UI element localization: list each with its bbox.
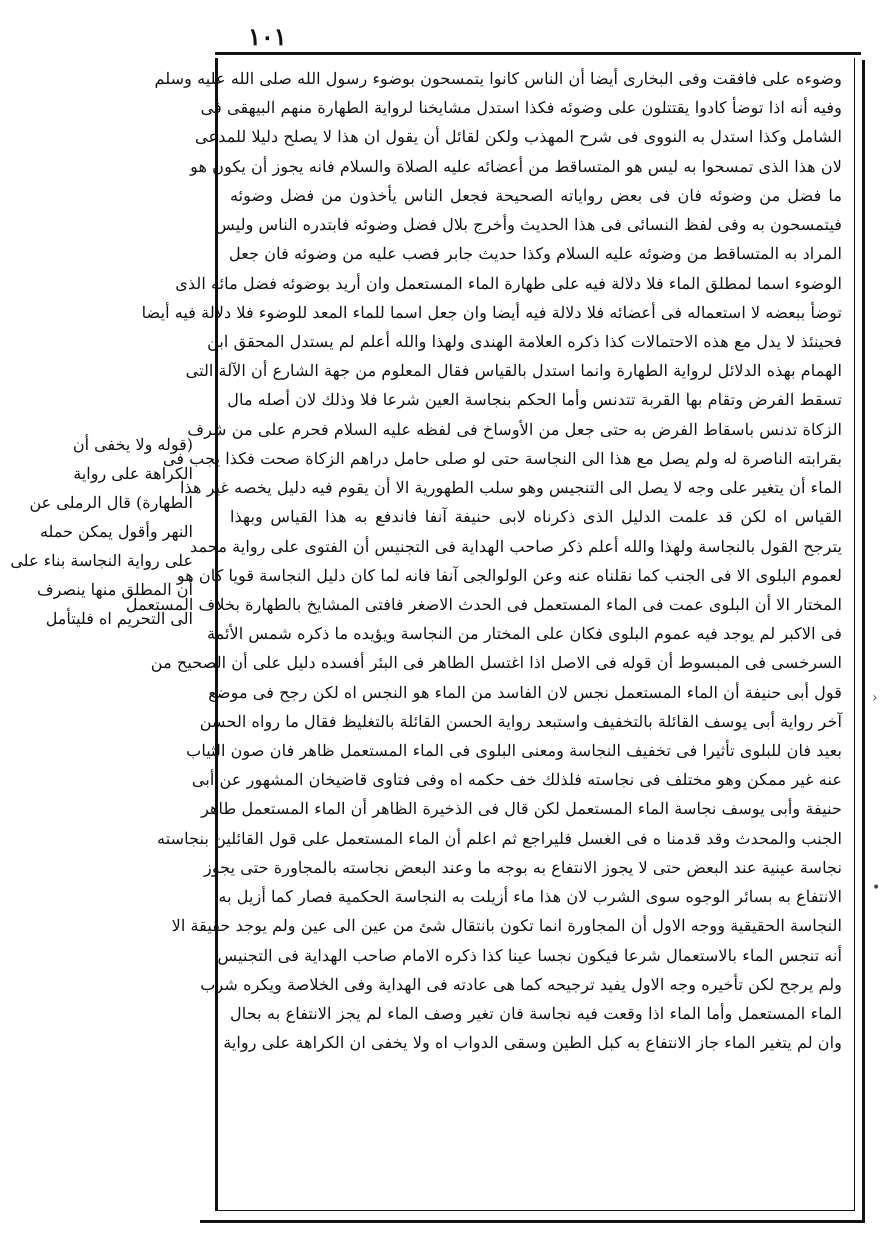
text-line: أنه تنجس الماء بالاستعمال شرعا فيكون نجسا عينا كذا ذكره الامام صاحب الهداية فى التجنيس (217, 945, 842, 965)
margin-note (8, 430, 193, 633)
text-line: لان هذا الذى تمسحوا به ليس هو المتساقط من أعضائه عليه الصلاة والسلام فانه يجوز أن يكون هو (190, 156, 842, 176)
text-line: الجنب والمحدث وقد قدمنا ه فى الغسل فليراجع ثم اعلم أن الماء المستعمل على قول القائلين بنجاسته (157, 828, 842, 848)
margin-note-line: النهر وأقول يمكن حمله (39, 522, 193, 541)
text-line: لعموم البلوى الا فى الجنب كما نقلناه عنه وعن الولوالجى آنفا فانه لما كان دليل النجاسة قويا كان هو (176, 565, 842, 585)
text-line: الانتفاع به بسائر الوجوه سوى الشرب لان هذا ماء أزيلت به النجاسة الحكمية فصار كما أزيل به (218, 887, 842, 907)
text-line: النجاسة الحقيقية ووجه الاول أن المجاورة انما تكون بانتقال شئ من عين الى عين ولم يوجد حقيقة الا (171, 916, 842, 936)
text-line: ولم يرجح لكن تأخيره وجه الاول يفيد ترجيحه كما هى عادته فى الهداية وفى الخلاصة ويكره شرب (200, 974, 842, 994)
text-line: فحينئذ لا يدل مع هذه الاحتمالات كذا ذكره العلامة الهندى ولهذا والله أعلم لم يستدل المحقق ابن (207, 331, 842, 351)
header-rule (215, 52, 861, 55)
page-edge-mark: › (872, 690, 878, 706)
text-line: الزكاة تدنس باسقاط الفرض به حتى جعل من الأوساخ فى لفظه عليه السلام فحرم على من شرف (187, 419, 842, 439)
text-line: الوضوء اسما لمطلق الماء فلا دلالة فيه على طهارة الماء المستعمل وان أريد بوضوئه فضل مائه الذى (175, 273, 842, 293)
margin-note-line: أن المطلق منها ينصرف (36, 580, 193, 599)
text-line: القياس اه لكن قد علمت الدليل الذى ذكرناه لابى حنيفة آنفا فاندفع به هذا القياس وبهذا (230, 507, 842, 527)
text-line: الهمام بهذه الدلائل لرواية الطهارة وانما استدل بالقياس فقال المعلوم من جهة الشارع أن الآلة التى (185, 361, 842, 381)
page-edge-mark: • (872, 880, 881, 896)
text-line: السرخسى فى المبسوط أن قوله فى الاصل اذا اغتسل الطاهر فى البئر أفسده دليل على أن الصحيح من (150, 653, 842, 673)
text-line: الشامل وكذا استدل به النووى فى شرح المهذب ولكن لقائل أن يقول ان هذا لا يصلح دليلا للمدعى (195, 127, 842, 147)
text-line: وان لم يتغير الماء جاز الانتفاع به كبل الطين وسقى الدواب اه ولا يخفى ان الكراهة على رواية (223, 1033, 842, 1053)
margin-note-line: على رواية النجاسة بناء على (10, 551, 193, 570)
text-line: فيتمسحون به وفى لفظ النسائى فى هذا الحديث وأخرج بلال فضل وضوئه فابتدره الناس وليس (215, 215, 842, 235)
text-line: تسقط الفرض وتقام بها القربة تتدنس وأما الحكم بنجاسة العين شرعا فلا وذلك لان أصله مال (227, 390, 842, 410)
text-line: الماء المستعمل وأما الماء اذا وقعت فيه نجاسة فان تغير وصف الماء لم يجز الانتفاع به بحال (230, 1004, 842, 1023)
text-line: المراد به المتساقط من وضوئه عليه السلام وكذا حديث جابر فصب عليه من وضوئه فان جعل (229, 244, 842, 264)
margin-note-line: (قوله ولا يخفى أن (72, 435, 193, 454)
text-line: قول أبى حنيفة أن الماء المستعمل نجس لان الفاسد من الماء هو النجس اه لكن رجح فى موضع (208, 682, 842, 702)
text-line: توضأ ببعضه لا استعماله فى أعضائه فلا دلالة فيه أيضا وان جعل اسما للماء المعد للوضوء فلا دلالة فيه أيضا (141, 302, 842, 322)
margin-note-line: الطهارة) قال الرملى عن (29, 493, 193, 512)
text-line: حنيفة وأبى يوسف نجاسة الماء المستعمل لكن قال فى الذخيرة الظاهر أن الماء المستعمل طاهر (201, 799, 842, 819)
text-line: فى الاكبر لم يوجد فيه عموم البلوى فكان على المختار من النجاسة ويؤيده ما ذكره شمس الأئمة (206, 624, 842, 644)
text-line: ما فضل من وضوئه فان فى بعض رواياته الصحيحة فجعل الناس يأخذون من فضل وضوئه (230, 185, 842, 205)
text-line: يترجح القول بالنجاسة ولهذا والله أعلم ذكر صاحب الهداية فى التجنيس أن الفتوى على رواية محمد (190, 536, 842, 556)
text-line: المختار الا أن البلوى عمت فى الماء المستعمل فى الحدث الاصغر فافتى المشايخ بالطهارة بخلاف المستعمل (125, 594, 842, 614)
text-line: وفيه أنه اذا توضأ كادوا يقتتلون على وضوئه فكذا استدل مشايخنا لرواية الطهارة منهم البيهقى فى (200, 98, 842, 118)
text-line: آخر رواية أبى يوسف القائلة بالتخفيف واستبعد رواية الحسن القائلة بالتغليظ فقال ما رواه الحسن (199, 711, 842, 731)
margin-note-line: الكراهة على رواية (73, 464, 193, 483)
text-line: الماء أن يتغير على وجه لا يصل الى التنجيس وهو سلب الطهورية الا أن يقوم فيه دليل يخصه غير هذا (180, 478, 842, 498)
text-line: بعيد فان للبلوى تأثيرا فى تخفيف النجاسة ومعنى البلوى فى الماء المستعمل ظاهر فان صون الثياب (186, 741, 842, 761)
text-line: عنه غير ممكن وهو مختلف فى نجاسته فلذلك خف حكمه اه وفى فتاوى قاضيخان المشهور عن أبى (191, 770, 842, 790)
text-line: نجاسة عينية عند البعض حتى لا يجوز الانتفاع به بوجه ما وعند البعض نجاسته بالمجاورة حتى يجوز (204, 857, 842, 877)
page-number: ١٠١ (248, 22, 287, 51)
text-line: وضوءه على فافقت وفى البخارى أيضا أن الناس كانوا يتمسحون بوضوء رسول الله صلى الله عليه وسلم (154, 69, 842, 88)
text-line: بقرابته الناصرة له ولم يصل مع هذا الى النجاسة حتى لو صلى حامل دراهم الزكاة صحت فكذا يجب فى (162, 448, 842, 468)
margin-note-line: الى التحريم اه فليتأمل (45, 609, 193, 628)
